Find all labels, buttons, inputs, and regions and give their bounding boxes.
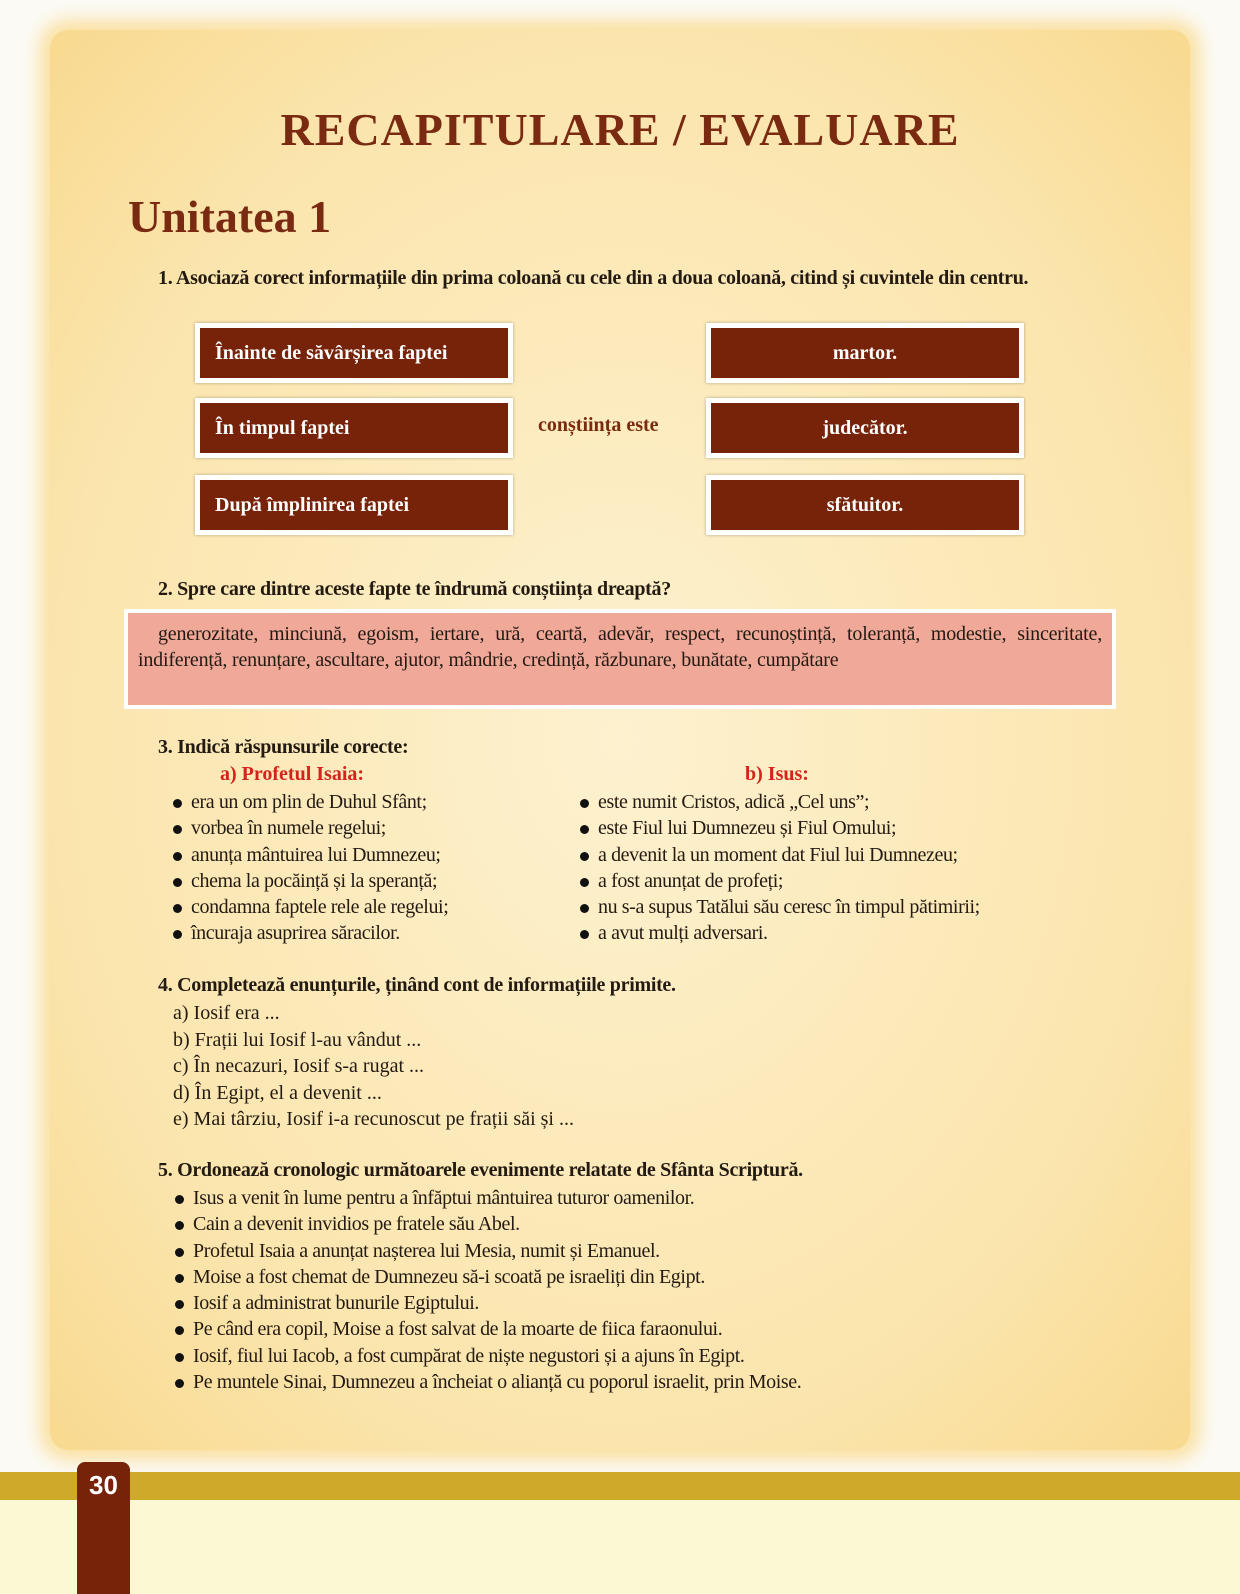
list-item: a avut mulți adversari. (580, 920, 980, 946)
match-left-1[interactable]: Înainte de săvârșirea faptei (195, 323, 513, 383)
list-item: Isus a venit în lume pentru a înfăptui mântuirea tuturor oamenilor. (175, 1185, 801, 1211)
match-right-3[interactable]: sfătuitor. (706, 475, 1024, 535)
list-item: condamna faptele rele ale regelui; (173, 894, 448, 920)
match-center: conștiința este (538, 414, 659, 436)
list-item: a devenit la un moment dat Fiul lui Dumnezeu; (580, 842, 980, 868)
list-item: anunța mântuirea lui Dumnezeu; (173, 842, 448, 868)
list-item: Iosif, fiul lui Iacob, a fost cumpărat de niște negustori și a ajuns în Egipt. (175, 1343, 801, 1369)
question-1: 1. Asociază corect informațiile din prima coloană cu cele din a doua coloană, citind și cuvintele din centru. (158, 267, 1029, 289)
match-right-2[interactable]: judecător. (706, 398, 1024, 458)
option-b-list (580, 789, 980, 947)
question-4: 4. Completează enunțurile, ținând cont de informațiile primite. (158, 974, 676, 996)
question-3: 3. Indică răspunsurile corecte: (158, 736, 409, 758)
completion-list (173, 1000, 574, 1133)
list-item: a) Iosif era ... (173, 1002, 280, 1024)
list-item: Pe muntele Sinai, Dumnezeu a încheiat o alianță cu poporul israelit, prin Moise. (175, 1369, 801, 1395)
list-item: Iosif a administrat bunurile Egiptului. (175, 1290, 801, 1316)
events-list (175, 1185, 801, 1395)
list-item: chema la pocăință și la speranță; (173, 868, 448, 894)
footer-band (0, 1472, 1240, 1500)
list-item: d) În Egipt, el a devenit ... (173, 1081, 382, 1104)
list-item: este Fiul lui Dumnezeu și Fiul Omului; (580, 815, 980, 841)
list-item: Profetul Isaia a anunțat nașterea lui Mesia, numit și Emanuel. (175, 1238, 801, 1264)
footer-area (0, 1500, 1240, 1594)
list-item: b) Frații lui Iosif l-au vândut ... (173, 1028, 422, 1051)
list-item: a fost anunțat de profeți; (580, 868, 980, 894)
list-item: încuraja asuprirea săracilor. (173, 920, 448, 946)
page-title: RECAPITULARE / EVALUARE (280, 104, 960, 155)
question-5: 5. Ordonează cronologic următoarele evenimente relatate de Sfânta Scriptură. (158, 1159, 803, 1181)
list-item: Moise a fost chemat de Dumnezeu să-i scoată pe israeliți din Egipt. (175, 1264, 801, 1290)
list-item: vorbea în numele regelui; (173, 815, 448, 841)
option-b-label: b) Isus: (745, 763, 809, 785)
match-right-1[interactable]: martor. (706, 323, 1024, 383)
match-left-2[interactable]: În timpul faptei (195, 398, 513, 458)
list-item: este numit Cristos, adică „Cel uns”; (580, 789, 980, 815)
list-item: e) Mai târziu, Iosif i-a recunoscut pe frații săi și ... (173, 1108, 574, 1130)
option-a-label: a) Profetul Isaia: (220, 763, 365, 785)
list-item: era un om plin de Duhul Sfânt; (173, 789, 448, 815)
question-2: 2. Spre care dintre aceste fapte te îndrumă conștiința dreaptă? (158, 578, 671, 600)
list-item: nu s-a supus Tatălui său ceresc în timpul pătimirii; (580, 894, 980, 920)
word-list-box: generozitate, minciună, egoism, iertare, ură, ceartă, adevăr, respect, recunoștință, toleranță, modestie, sinceritate, indiferență, renunțare, ascultare, ajutor, mândrie, credință, răzbunare, bunătate, cumpătare (124, 609, 1116, 709)
match-left-3[interactable]: După împlinirea faptei (195, 475, 513, 535)
option-a-list (173, 789, 448, 947)
unit-heading: Unitatea 1 (128, 191, 332, 242)
list-item: c) În necazuri, Iosif s-a rugat ... (173, 1055, 424, 1077)
list-item: Pe când era copil, Moise a fost salvat de la moarte de fiica faraonului. (175, 1316, 801, 1342)
list-item: Cain a devenit invidios pe fratele său Abel. (175, 1211, 801, 1237)
page-number: 30 (77, 1462, 130, 1594)
